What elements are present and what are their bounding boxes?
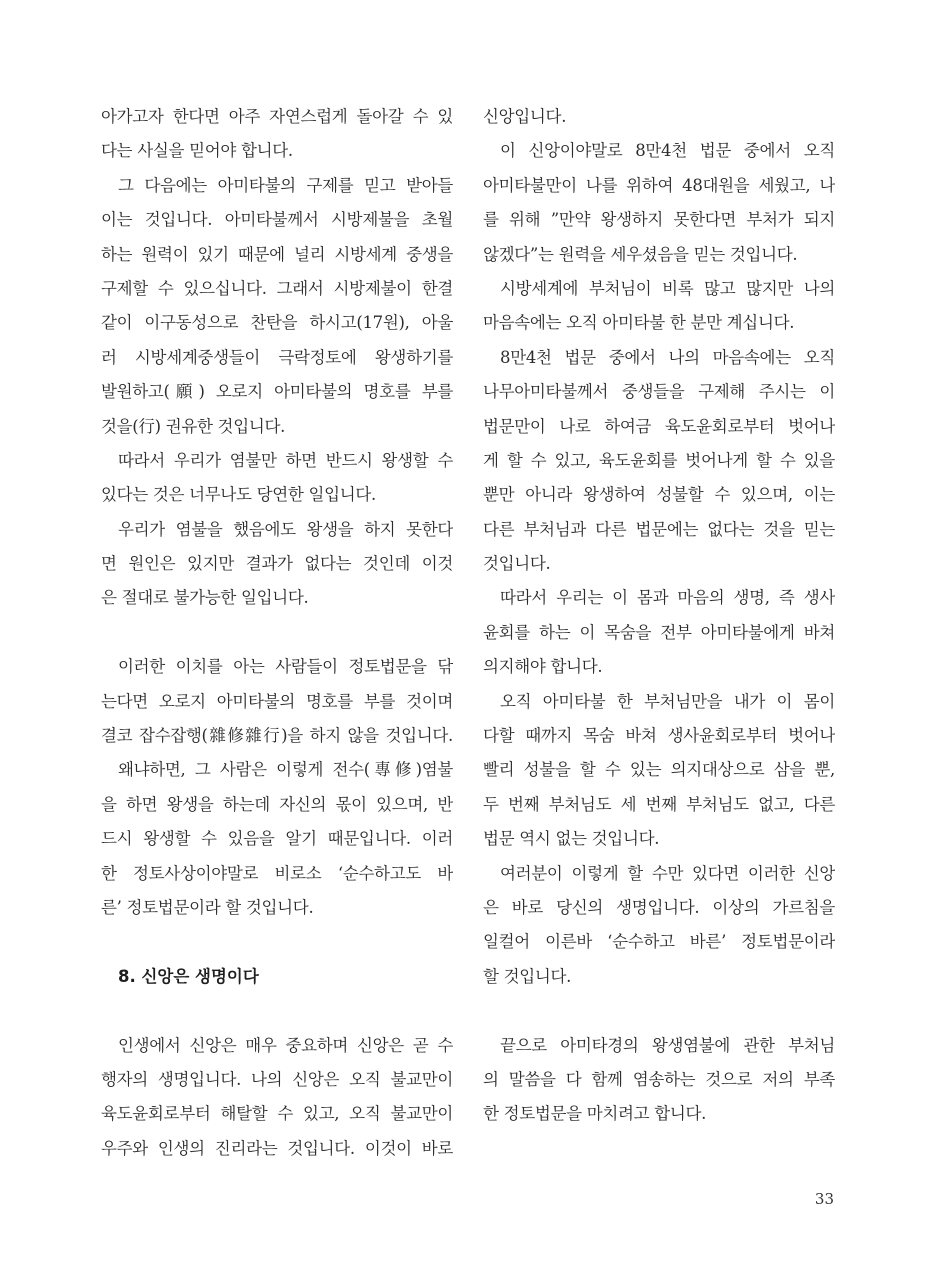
- text-line: 여러분이 이렇게 할 수만 있다면 이러한 신앙: [500, 863, 835, 883]
- text-line: 우리가 염불을 했음에도 왕생을 하지 못한다: [118, 519, 453, 539]
- right-text-column: [483, 100, 835, 1132]
- text-line: 한 정토사상이야말로 비로소 ‘순수하고도 바: [101, 863, 453, 883]
- section-heading: 8. 신앙은 생명이다: [118, 966, 259, 986]
- text-line: 이러한 이치를 아는 사람들이 정토법문을 닦: [118, 657, 453, 677]
- text-line: 하는 원력이 있기 때문에 널리 시방세계 중생을: [101, 244, 453, 264]
- text-line: 법문 역시 없는 것입니다.: [483, 829, 660, 849]
- text-line: 윤회를 하는 이 목숨을 전부 아미타불에게 바쳐: [483, 622, 835, 642]
- text-line: 아가고자 한다면 아주 자연스럽게 돌아갈 수 있: [101, 107, 453, 126]
- paragraph-gap: [101, 616, 453, 650]
- text-line: 면 원인은 있지만 결과가 없다는 것인데 이것: [101, 554, 453, 574]
- text-line: 다른 부처님과 다른 법문에는 없다는 것을 믿는: [483, 519, 835, 539]
- text-line: 할 것입니다.: [483, 966, 572, 986]
- text-line: 것을(行) 권유한 것입니다.: [101, 416, 286, 436]
- text-line: 일컬어 이른바 ‘순수하고 바른’ 정토법문이라: [483, 932, 835, 952]
- text-line: 왜냐하면, 그 사람은 이렇게 전수(專修)염불: [118, 760, 453, 780]
- text-line: 이는 것입니다. 아미타불께서 시방제불을 초월: [101, 210, 453, 230]
- text-line: 그 다음에는 아미타불의 구제를 믿고 받아들: [118, 175, 453, 195]
- paragraph-gap: [101, 994, 453, 1028]
- text-line: 끝으로 아미타경의 왕생염불에 관한 부처님: [500, 1035, 835, 1055]
- text-line: 따라서 우리가 염불만 하면 반드시 왕생할 수: [118, 450, 453, 470]
- text-line: 러 시방세계중생들이 극락정토에 왕생하기를: [101, 347, 453, 367]
- left-text-column: [101, 100, 453, 1166]
- text-line: 다할 때까지 목숨 바쳐 생사윤회로부터 벗어나: [483, 726, 835, 746]
- text-line: 을 하면 왕생을 하는데 자신의 몫이 있으며, 반: [101, 794, 453, 814]
- text-line: 다는 사실을 믿어야 합니다.: [101, 141, 293, 161]
- text-line: 게 할 수 있고, 육도윤회를 벗어나게 할 수 있을: [483, 450, 835, 470]
- text-line: 마음속에는 오직 아미타불 한 분만 계십니다.: [483, 313, 795, 333]
- text-line: 이 신앙이야말로 8만4천 법문 중에서 오직: [500, 141, 835, 161]
- paragraph-gap: [483, 994, 835, 1028]
- page-number: 33: [814, 1190, 834, 1208]
- text-line: 를 위해 ”만약 왕생하지 못한다면 부처가 되지: [483, 210, 835, 230]
- text-line: 법문만이 나로 하여금 육도윤회로부터 벗어나: [483, 416, 835, 436]
- text-line: 나무아미타불께서 중생들을 구제해 주시는 이: [483, 382, 835, 402]
- text-line: 육도윤회로부터 해탈할 수 있고, 오직 불교만이: [101, 1104, 453, 1124]
- text-line: 아미타불만이 나를 위하여 48대원을 세웠고, 나: [483, 175, 835, 195]
- text-line: 오직 아미타불 한 부처님만을 내가 이 몸이: [500, 691, 835, 711]
- text-line: 8만4천 법문 중에서 나의 마음속에는 오직: [500, 347, 835, 367]
- text-line: 것입니다.: [483, 554, 551, 574]
- text-line: 따라서 우리는 이 몸과 마음의 생명, 즉 생사: [500, 588, 835, 608]
- text-line: 의지해야 합니다.: [483, 657, 603, 677]
- paragraph-gap: [101, 925, 453, 959]
- text-line: 는다면 오로지 아미타불의 명호를 부를 것이며: [101, 691, 453, 711]
- text-line: 않겠다”는 원력을 세우셨음을 믿는 것입니다.: [483, 244, 798, 264]
- text-line: 른’ 정토법문이라 할 것입니다.: [101, 897, 314, 917]
- text-line: 발원하고(願) 오로지 아미타불의 명호를 부를: [101, 382, 453, 402]
- text-line: 신앙입니다.: [483, 107, 567, 126]
- text-line: 구제할 수 있으십니다. 그래서 시방제불이 한결: [101, 278, 453, 298]
- text-line: 두 번째 부처님도 세 번째 부처님도 없고, 다른: [483, 794, 835, 814]
- text-line: 시방세계에 부처님이 비록 많고 많지만 나의: [500, 278, 835, 298]
- text-line: 우주와 인생의 진리라는 것입니다. 이것이 바로: [101, 1138, 453, 1158]
- text-line: 드시 왕생할 수 있음을 알기 때문입니다. 이러: [101, 829, 453, 849]
- text-line: 있다는 것은 너무나도 당연한 일입니다.: [101, 485, 376, 505]
- text-line: 은 바로 당신의 생명입니다. 이상의 가르침을: [483, 897, 835, 917]
- text-line: 은 절대로 불가능한 일입니다.: [101, 588, 309, 608]
- text-line: 행자의 생명입니다. 나의 신앙은 오직 불교만이: [101, 1069, 453, 1089]
- text-line: 같이 이구동성으로 찬탄을 하시고(17원), 아울: [101, 313, 453, 333]
- text-line: 한 정토법문을 마치려고 합니다.: [483, 1104, 707, 1124]
- text-line: 의 말씀을 다 함께 염송하는 것으로 저의 부족: [483, 1069, 835, 1089]
- text-line: 빨리 성불을 할 수 있는 의지대상으로 삼을 뿐,: [483, 760, 835, 780]
- text-line: 결코 잡수잡행(雜修雜行)을 하지 않을 것입니다.: [101, 726, 453, 746]
- text-line: 인생에서 신앙은 매우 중요하며 신앙은 곧 수: [118, 1035, 453, 1055]
- text-line: 뿐만 아니라 왕생하여 성불할 수 있으며, 이는: [483, 485, 835, 505]
